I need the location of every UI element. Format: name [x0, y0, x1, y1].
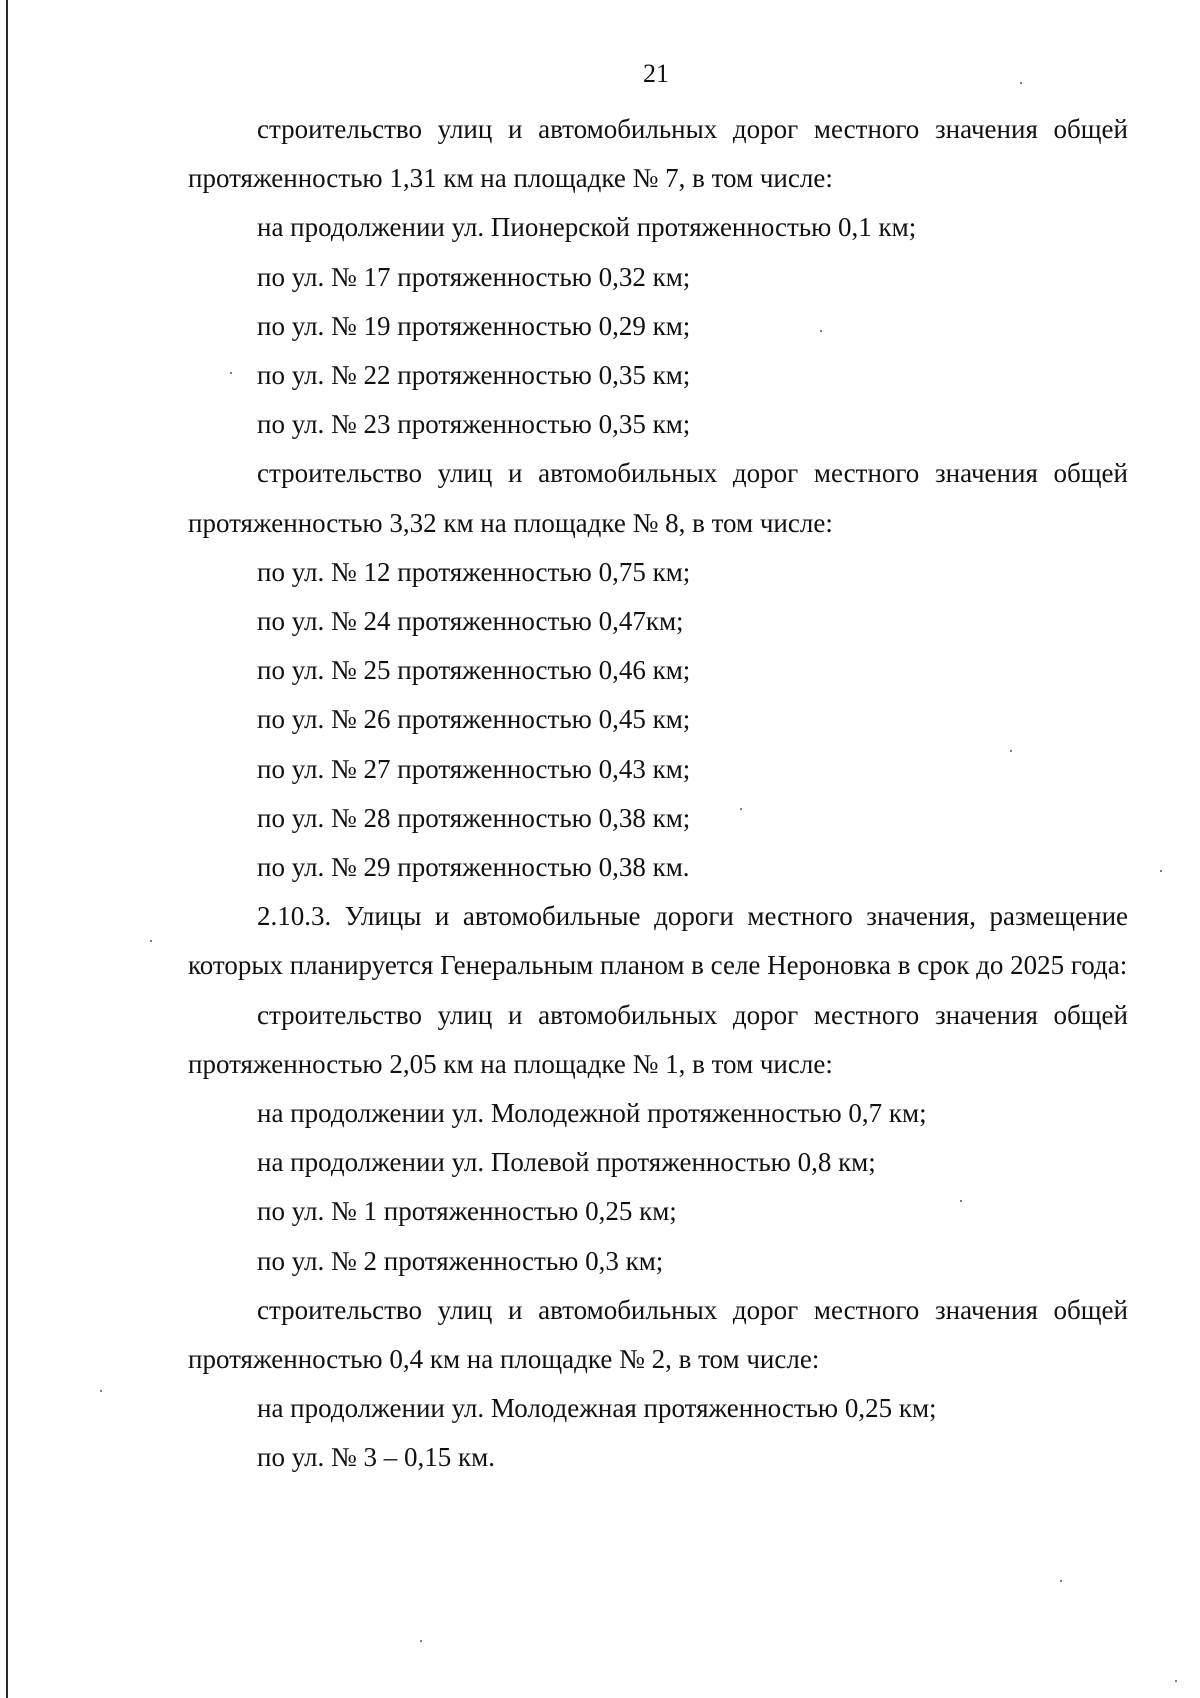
paragraph-site-2: строительство улиц и автомобильных дорог местного значения общей протяженностью 0,4 км на площадке № 2, в том числе:: [188, 1294, 1128, 1375]
list-item: по ул. № 25 протяженностью 0,46 км;: [257, 655, 691, 686]
list-item: по ул. № 3 – 0,15 км.: [257, 1442, 495, 1473]
page-number: 21: [643, 59, 669, 88]
paragraph-site-7: строительство улиц и автомобильных дорог местного значения общей протяженностью 1,31 км на площадке № 7, в том числе:: [188, 114, 1128, 194]
list-item: по ул. № 23 протяженностью 0,35 км;: [257, 409, 691, 440]
scan-speck: [820, 330, 822, 332]
scan-speck: [230, 372, 232, 374]
paragraph-site-1: строительство улиц и автомобильных дорог местного значения общей протяженностью 2,05 км на площадке № 1, в том числе:: [188, 999, 1128, 1079]
list-item: по ул. № 26 протяженностью 0,45 км;: [257, 704, 691, 735]
list-item: по ул. № 1 протяженностью 0,25 км;: [257, 1196, 677, 1227]
paragraph-site-8: строительство улиц и автомобильных дорог местного значения общей протяженностью 3,32 км на площадке № 8, в том числе:: [188, 458, 1128, 538]
list-item: по ул. № 2 протяженностью 0,3 км;: [257, 1245, 664, 1276]
scan-speck: [960, 1200, 962, 1202]
list-item: на продолжении ул. Молодежной протяженностью 0,7 км;: [257, 1098, 927, 1129]
list-item: по ул. № 17 протяженностью 0,32 км;: [257, 261, 691, 292]
list-item: по ул. № 24 протяженностью 0,47км;: [257, 606, 684, 637]
section-heading-2-10-3: 2.10.3. Улицы и автомобильные дороги местного значения, размещение которых планируется Генеральным планом в селе Нероновка в срок до 2025 года:: [188, 901, 1128, 981]
list-item: на продолжении ул. Молодежная протяженностью 0,25 км;: [257, 1393, 937, 1424]
scan-left-edge: [6, 0, 8, 1698]
list-item: по ул. № 19 протяженностью 0,29 км;: [257, 310, 691, 341]
scan-speck: [150, 940, 152, 942]
list-item: по ул. № 12 протяженностью 0,75 км;: [257, 556, 691, 587]
list-item: на продолжении ул. Пионерской протяженностью 0,1 км;: [257, 212, 917, 243]
list-item: по ул. № 28 протяженностью 0,38 км;: [257, 802, 691, 833]
scan-speck: [1060, 1580, 1062, 1582]
scan-speck: [1160, 870, 1162, 872]
scan-speck: [1175, 1680, 1177, 1682]
scan-speck: [1010, 750, 1012, 752]
scan-speck: [740, 808, 742, 810]
list-item: по ул. № 27 протяженностью 0,43 км;: [257, 753, 691, 784]
scan-speck: [420, 1640, 422, 1642]
list-item: по ул. № 29 протяженностью 0,38 км.: [257, 852, 690, 883]
scan-speck: [100, 1390, 102, 1392]
scan-speck: [1020, 82, 1022, 84]
document-body: [188, 105, 1128, 1483]
list-item: по ул. № 22 протяженностью 0,35 км;: [257, 360, 691, 391]
list-item: на продолжении ул. Полевой протяженностью 0,8 км;: [257, 1147, 876, 1178]
